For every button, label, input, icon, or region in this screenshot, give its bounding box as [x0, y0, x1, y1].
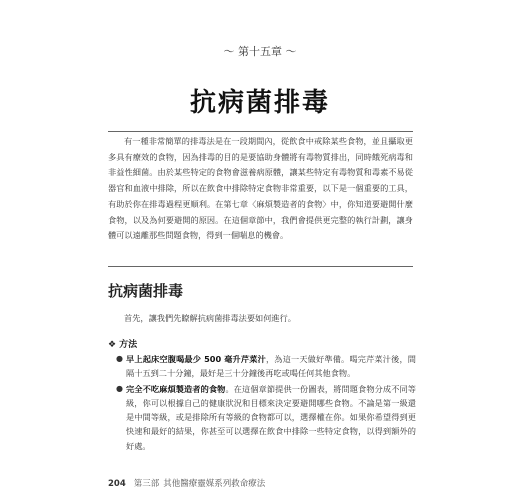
method-list — [116, 352, 416, 454]
page-footer — [108, 477, 265, 489]
section-title: 抗病菌排毒 — [108, 282, 184, 300]
chapter-title: 抗病菌排毒 — [189, 88, 330, 118]
diamond-icon: ❖ — [108, 340, 117, 350]
method-item-text: ，為這一天做好準備。喝完芹菜汁後，間隔十五到二十分鐘，最好是三十分鐘後再吃或喝任何其他食物。 — [126, 354, 416, 379]
intro-box — [108, 131, 413, 267]
method-item-bold: 早上起床空腹喝最少 500 毫升芹菜汁 — [126, 354, 266, 364]
footer-book-title: 其他醫療靈媒系列救命療法 — [163, 479, 266, 489]
page-number: 204 — [108, 479, 126, 489]
method-item — [116, 382, 416, 453]
bullet-icon: ● — [116, 354, 123, 363]
section-lead: 首先，讓我們先瞭解抗病菌排毒法要如何進行。 — [124, 313, 296, 323]
footer-part: 第三部 — [133, 479, 160, 489]
method-heading — [108, 337, 137, 350]
method-label-text: 方法 — [119, 340, 138, 350]
method-item-text: 。在這個章節提供一份圖表，將問題食物分成不同等級，你可以根據自己的健康狀況和目標來決定要避開哪些食物。不論是第一級還是中間等級，或是排除所有等級的食物都可以，選擇權在你。如果你希望得到更快速和最好的結果，你甚至可以選擇在飲食中排除一些特定食物，以得到額外的好處。 — [126, 383, 416, 451]
method-item-bold: 完全不吃麻煩製造者的食物 — [126, 383, 226, 394]
chapter-label: ～ 第十五章 ～ — [223, 45, 297, 58]
bullet-icon: ● — [116, 383, 123, 393]
intro-paragraph: 有一種非常簡單的排毒法是在一段期間內，從飲食中戒除某些食物，並且攝取更多具有療效的食物，因為排毒的目的是要協助身體將有毒物質排出，同時餓死病毒和非益性細菌。由於某些特定的食物會滋養病原體，讓某些特定有毒物質和毒素不易從器官和血液中排除，所以在飲食中排除特定食物非常重要，以下是一個重要的工具，有助於你在排毒過程更順利。在第七章〈麻煩製造者的食物〉中，你知道要避開什麼食物，以及為何要避開的原因。在這個章節中，我們會提供更完整的執行計劃，讓身體可以遠離那些問題食物，得到一個喘息的機會。 — [108, 136, 413, 241]
method-item — [116, 352, 416, 381]
